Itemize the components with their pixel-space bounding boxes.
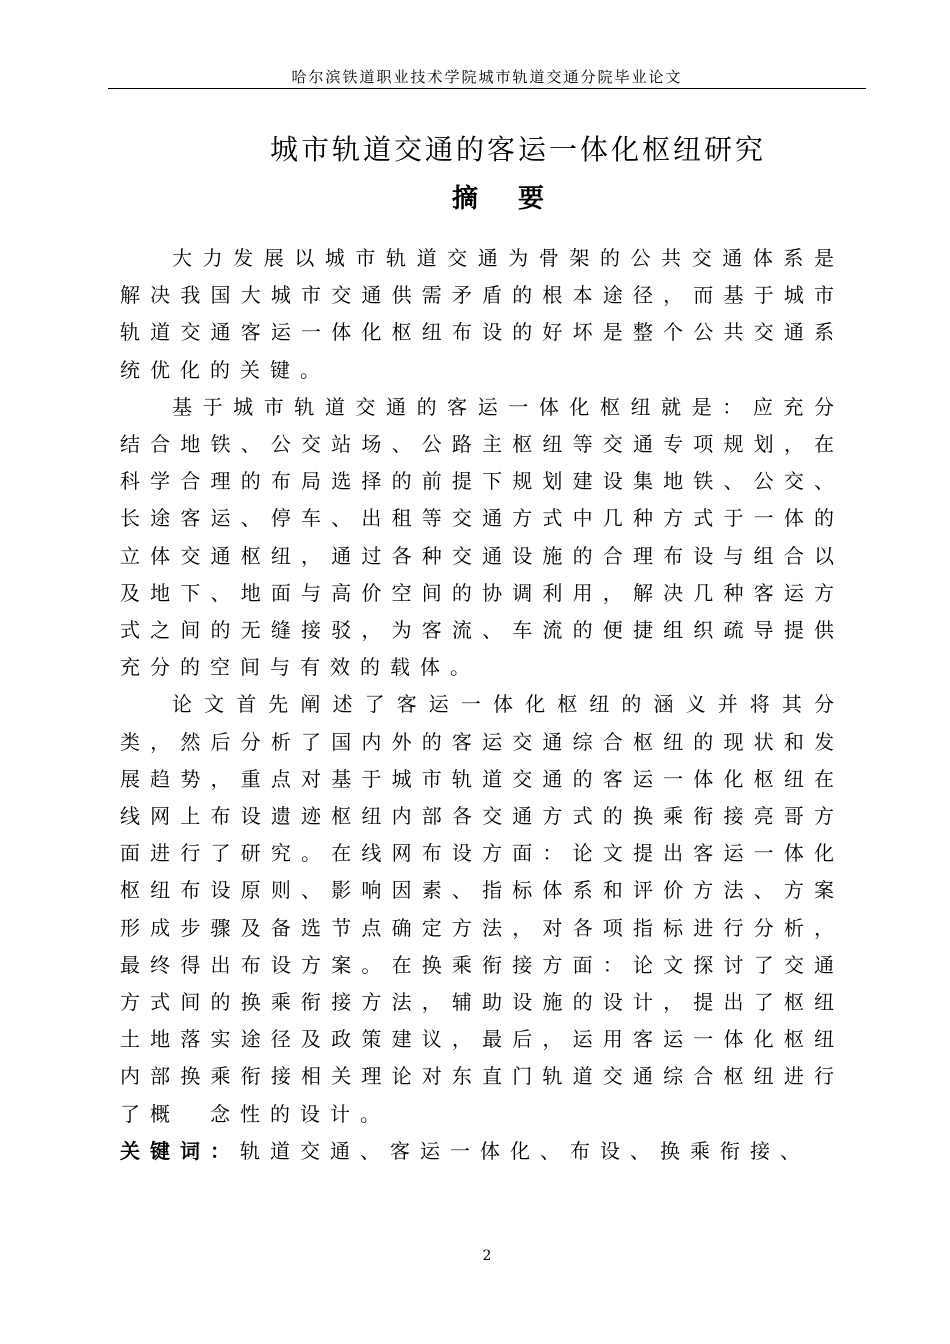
abstract-paragraph-1: 大力发展以城市轨道交通为骨架的公共交通体系是解决我国大城市交通供需矛盾的根本途径，而基于城市轨道交通客运一体化枢纽布设的好坏是整个公共交通系统优化的关键。 bbox=[120, 246, 844, 382]
keywords-line bbox=[120, 1133, 844, 1170]
abstract-heading: 摘要 bbox=[451, 184, 584, 214]
abstract-paragraph-3: 论文首先阐述了客运一体化枢纽的涵义并将其分类，然后分析了国内外的客运交通综合枢纽的现状和发展趋势，重点对基于城市轨道交通的客运一体化枢纽在线网上布设遗迹枢纽内部各交通方式的换乘衔接亮哥方面进行了研究。在线网布设方面：论文提出客运一体化枢纽布设原则、影响因素、指标体系和评价方法、方案形成步骤及备选节点确定方法，对各项指标进行分析，最终得出布设方案。在换乘衔接方面：论文探讨了交通方式间的换乘衔接方法，辅助设施的设计，提出了枢纽土地落实途径及政策建议，最后，运用客运一体化枢纽内部换乘衔接相关理论对东直门轨道交通综合枢纽进行了概 念性的设计。 bbox=[120, 692, 844, 1126]
thesis-title: 城市轨道交通的客运一体化枢纽研究 bbox=[269, 133, 766, 166]
abstract-paragraph-2: 基于城市轨道交通的客运一体化枢纽就是：应充分结合地铁、公交站场、公路主枢纽等交通专项规划，在科学合理的布局选择的前提下规划建设集地铁、公交、长途客运、停车、出租等交通方式中几种方式于一体的立体交通枢纽，通过各种交通设施的合理布设与组合以及地下、地面与高价空间的协调利用，解决几种客运方式之间的无缝接驳，为客流、车流的便捷组织疏导提供充分的空间与有效的载体。 bbox=[120, 394, 844, 680]
abstract-body bbox=[120, 240, 844, 1170]
keywords-text: 轨道交通、客运一体化、布设、换乘衔接、 bbox=[240, 1138, 810, 1163]
page-number: 2 bbox=[482, 1248, 492, 1264]
header-rule bbox=[108, 88, 866, 89]
running-header: 哈尔滨铁道职业技术学院城市轨道交通分院毕业论文 bbox=[291, 68, 683, 86]
keywords-label: 关键词： bbox=[120, 1138, 240, 1163]
